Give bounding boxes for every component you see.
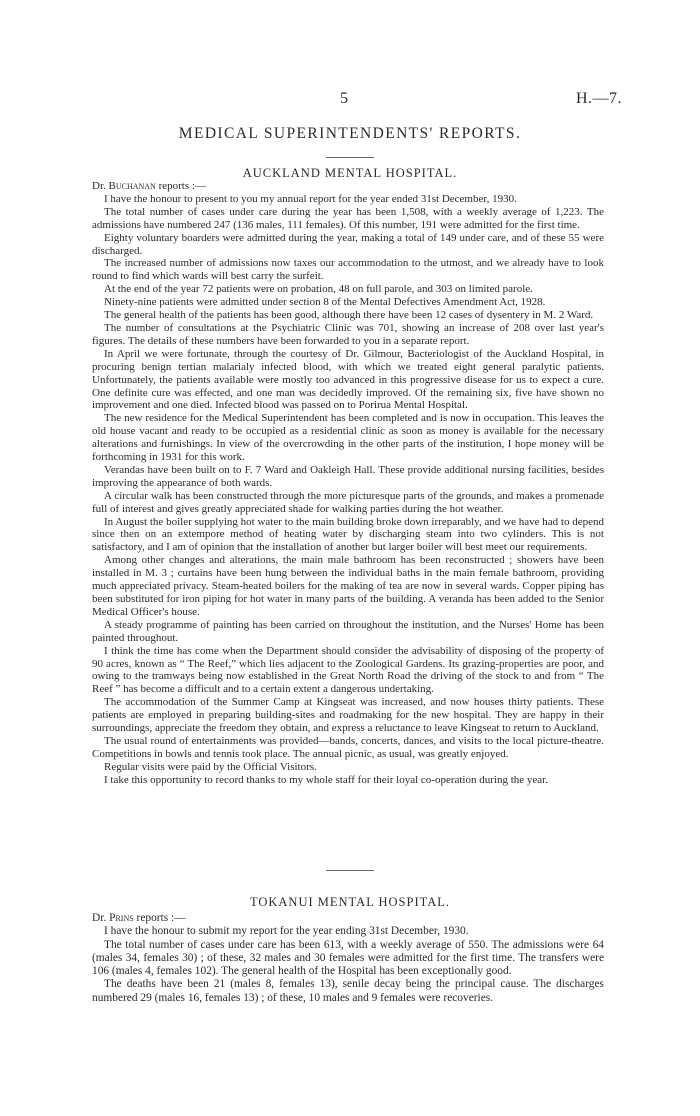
paragraph: The deaths have been 21 (males 8, females 13), senile decay being the principal cause. The discharges numbered 29 (males 16, females 13) ; of these, 10 males and 9 females were recoveries.: [92, 978, 604, 1004]
document-reference: H.—7.: [575, 90, 622, 107]
section-divider: [326, 870, 374, 871]
paragraph: The general health of the patients has been good, although there have been 12 cases of dysentery in M. 2 Ward.: [104, 309, 594, 322]
reporter-prefix: Dr.: [92, 912, 107, 924]
section-body-auckland: [92, 180, 604, 787]
paragraph: Regular visits were paid by the Official Visitors.: [104, 760, 317, 773]
paragraph: Ninety-nine patients were admitted under section 8 of the Mental Defectives Amendment Act, 1928.: [104, 296, 546, 309]
paragraph: Among other changes and alterations, the main male bathroom has been reconstructed ; showers have been installed in M. 3 ; curtains have been hung between the individual baths in the main female bathroom, providing much appreciated privacy. Steam-heated boilers for the making of tea are now in several wards. Copper piping has been substituted for iron piping for hot water in many parts of the building. A veranda has been added to the Senior Medical Officer's house.: [92, 554, 604, 618]
paragraph: Eighty voluntary boarders were admitted during the year, making a total of 149 under care, and of these 55 were discharged.: [92, 231, 604, 257]
paragraph: The total number of cases under care during the year has been 1,508, with a weekly average of 1,223. The admissions have numbered 247 (136 males, 111 females). Of this number, 191 were admitted for the first time.: [92, 205, 604, 231]
paragraph: I have the honour to present to you my annual report for the year ended 31st December, 1930.: [104, 192, 517, 205]
paragraph: A steady programme of painting has been carried on throughout the institution, and the Nurses' Home has been painted throughout.: [92, 618, 604, 644]
page-number: 5: [340, 90, 348, 107]
paragraph: The increased number of admissions now taxes our accommodation to the utmost, and we already have to look round to find which wards will best carry the surfeit.: [92, 257, 604, 283]
paragraph: I think the time has come when the Department should consider the advisability of disposing of the property of 90 acres, known as “ The Reef,” which lies adjacent to the Zoological Gardens. Its grazing-properties are poor, and owing to the tramways being now established in the Great North Road the driving of the stock to and from “ The Reef ” has become a difficult and to a certain extent a dangerous undertaking.: [92, 644, 604, 696]
paragraph: In August the boiler supplying hot water to the main building broke down irreparably, and we have had to depend since then on an extempore method of heating water by discharging steam into two cylinders. This is not satisfactory, and I am of opinion that the installation of another but larger boiler will best meet our requirements.: [92, 515, 604, 554]
reporter-suffix: reports :—: [136, 912, 186, 924]
paragraph: Verandas have been built on to F. 7 Ward and Oakleigh Hall. These provide additional nursing facilities, besides improving the appearance of both wards.: [92, 463, 604, 489]
reporter-line: [92, 180, 604, 193]
paragraph: The new residence for the Medical Superintendent has been completed and is now in occupation. This leaves the old house vacant and ready to be occupied as a residential clinic as soon as money is available for the necessary alterations and furnishings. In view of the overcrowding in the other parts of the institution, I hope money will be forthcoming in 1931 for this work.: [92, 412, 604, 464]
reporter-prefix: Dr.: [92, 180, 106, 192]
paragraph: A circular walk has been constructed through the more picturesque parts of the grounds, and makes a promenade full of interest and gives greatly appreciated shade for walking parties during the hot weather.: [92, 489, 604, 515]
reporter-line: [92, 912, 604, 925]
paragraph: The usual round of entertainments was provided—bands, concerts, dances, and visits to the local picture-theatre. Competitions in bowls and tennis took place. The annual picnic, as usual, was greatly enjoyed.: [92, 734, 604, 760]
section-divider: [326, 157, 374, 158]
paragraph: I take this opportunity to record thanks to my whole staff for their loyal co-operation during the year.: [104, 773, 548, 786]
section-body-tokanui: [92, 912, 604, 1005]
section-title-tokanui: TOKANUI MENTAL HOSPITAL.: [249, 895, 451, 909]
section-title-auckland: AUCKLAND MENTAL HOSPITAL.: [242, 166, 458, 180]
page-header: [0, 90, 700, 112]
reporter-suffix: reports :—: [158, 180, 206, 192]
report-title: MEDICAL SUPERINTENDENTS' REPORTS.: [178, 125, 522, 142]
reporter-name: Buchanan: [108, 180, 156, 192]
reporter-name: Prins: [109, 912, 134, 924]
paragraph: The total number of cases under care has been 613, with a weekly average of 550. The admissions were 64 (males 34, females 30) ; of these, 32 males and 30 females were admitted for the first time. The transfers were 106 (males 4, females 102). The general health of the Hospital has been exceptionally good.: [92, 938, 604, 978]
paragraph: At the end of the year 72 patients were on probation, 48 on full parole, and 303 on limited parole.: [104, 283, 533, 296]
paragraph: I have the honour to submit my report for the year ending 31st December, 1930.: [104, 925, 469, 938]
paragraph: The number of consultations at the Psychiatric Clinic was 701, showing an increase of 208 over last year's figures. The details of these numbers have been forwarded to you in a separate report.: [92, 321, 604, 347]
paragraph: The accommodation of the Summer Camp at Kingseat was increased, and now houses thirty patients. These patients are employed in preparing building-sites and roadmaking for the new hospital. They are happy in their surroundings, appreciate the freedom they obtain, and express a reluctance to leave Kingseat to return to Auckland.: [92, 696, 604, 735]
paragraph: In April we were fortunate, through the courtesy of Dr. Gilmour, Bacteriologist of the Auckland Hospital, in procuring benign tertian malarialy infected blood, with which we treated eight general paralytic patients. Unfortunately, the patients available were mostly too advanced in this progressive disease for us to expect a cure. One definite cure was effected, and one man was decidedly improved. Of the remaining six, five have shown no improvement and one died. Infected blood was passed on to Porirua Mental Hospital.: [92, 347, 604, 412]
